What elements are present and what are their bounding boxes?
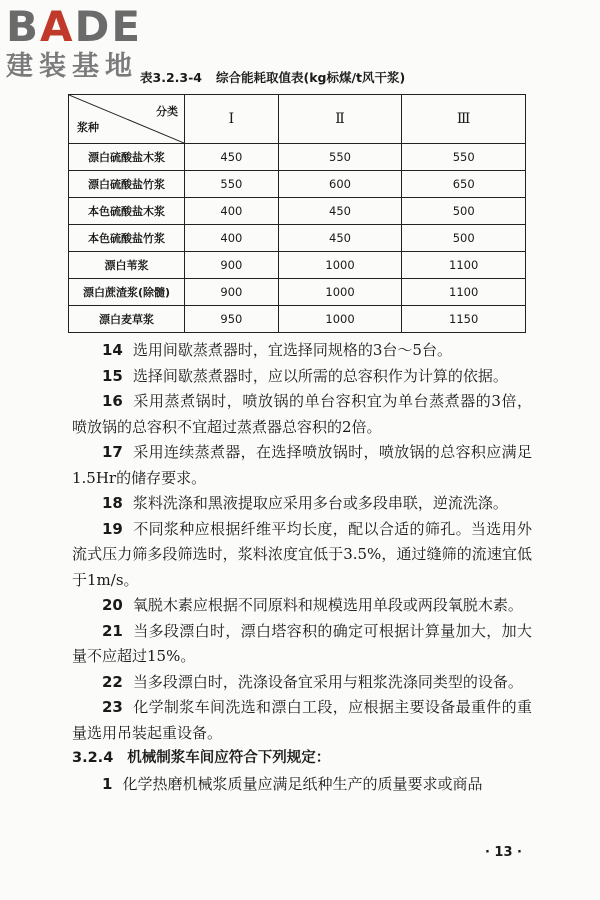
clause-17: 17 采用连续蒸煮器，在选择喷放锅时，喷放锅的总容积应满足1.5Hr的储存要求。 <box>72 443 532 487</box>
table-cell: 400 <box>185 225 279 252</box>
logo-text: BADE <box>6 2 143 51</box>
table-caption <box>140 68 405 86</box>
row-label: 本色硫酸盐竹浆 <box>69 225 185 252</box>
clause-1: 1 化学热磨机械浆质量应满足纸种生产的质量要求或商品 <box>102 774 483 793</box>
body-text <box>72 338 532 797</box>
clause-15: 15 选择间歇蒸煮器时，应以所需的总容积作为计算的依据。 <box>102 366 508 385</box>
table-cell: 950 <box>185 306 279 333</box>
table-number: 表3.2.3-4 <box>140 70 202 85</box>
table-cell: 1000 <box>278 279 402 306</box>
table-cell: 650 <box>402 171 526 198</box>
row-label: 漂白硫酸盐竹浆 <box>69 171 185 198</box>
table-row <box>69 198 526 225</box>
table-cell: 450 <box>278 225 402 252</box>
row-label: 本色硫酸盐木浆 <box>69 198 185 225</box>
header-class-1: Ⅰ <box>185 95 279 144</box>
clause-22: 22 当多段漂白时，洗涤设备宜采用与粗浆洗涤同类型的设备。 <box>102 672 523 691</box>
table-corner-header <box>69 95 185 144</box>
clause-14: 14 选用间歇蒸煮器时，宜选择同规格的3台～5台。 <box>102 341 452 359</box>
header-class-3: Ⅲ <box>402 95 526 144</box>
page-number: · 13 · <box>484 845 522 860</box>
clause-19: 19 不同浆种应根据纤维平均长度，配以合适的筛孔。当选用外流式压力筛多段筛选时，浆料浓度宜低于3.5%，通过缝筛的流速宜低于1m/s。 <box>72 519 532 589</box>
clause-16: 16 采用蒸煮锅时，喷放锅的单台容积宜为单台蒸煮器的3倍，喷放锅的总容积不宜超过蒸煮器总容积的2倍。 <box>72 392 532 436</box>
header-pulp-type: 浆种 <box>77 121 99 134</box>
row-label: 漂白蔗渣浆(除髓) <box>69 279 185 306</box>
table-cell: 1100 <box>402 252 526 279</box>
clause-20: 20 氧脱木素应根据不同原料和规模选用单段或两段氧脱木素。 <box>102 596 523 614</box>
table-cell: 1000 <box>278 252 402 279</box>
clause-21: 21 当多段漂白时，漂白塔容积的确定可根据计算量加大，加大量不应超过15%。 <box>72 621 532 665</box>
table-row <box>69 279 526 306</box>
row-label: 漂白麦草浆 <box>69 306 185 333</box>
table-cell: 550 <box>185 171 279 198</box>
table-title: 综合能耗取值表(kg标煤/t风干浆) <box>215 70 406 85</box>
table-row <box>69 171 526 198</box>
energy-consumption-table <box>68 94 526 333</box>
clause-23: 23 化学制浆车间洗选和漂白工段，应根据主要设备最重件的重量选用吊装起重设备。 <box>72 698 532 742</box>
header-class-2: Ⅱ <box>278 95 402 144</box>
table-cell: 450 <box>278 198 402 225</box>
clause-18: 18 浆料洗涤和黑液提取应采用多台或多段串联，逆流洗涤。 <box>102 494 508 512</box>
row-label: 漂白硫酸盐木浆 <box>69 144 185 171</box>
table-cell: 550 <box>278 144 402 171</box>
section-heading: 3.2.4 机械制浆车间应符合下列规定： <box>72 750 331 766</box>
table-row <box>69 306 526 333</box>
table-cell: 1000 <box>278 306 402 333</box>
table-cell: 900 <box>185 279 279 306</box>
table-cell: 1150 <box>402 306 526 333</box>
table-cell: 550 <box>402 144 526 171</box>
header-category: 分类 <box>156 105 178 118</box>
table-cell: 900 <box>185 252 279 279</box>
table-cell: 1100 <box>402 279 526 306</box>
table-row <box>69 252 526 279</box>
row-label: 漂白苇浆 <box>69 252 185 279</box>
table-cell: 500 <box>402 225 526 252</box>
table-cell: 600 <box>278 171 402 198</box>
table-cell: 400 <box>185 198 279 225</box>
table-cell: 450 <box>185 144 279 171</box>
table-cell: 500 <box>402 198 526 225</box>
table-row <box>69 225 526 252</box>
logo-subtitle: 建装基地 <box>6 51 138 82</box>
table-row <box>69 144 526 171</box>
